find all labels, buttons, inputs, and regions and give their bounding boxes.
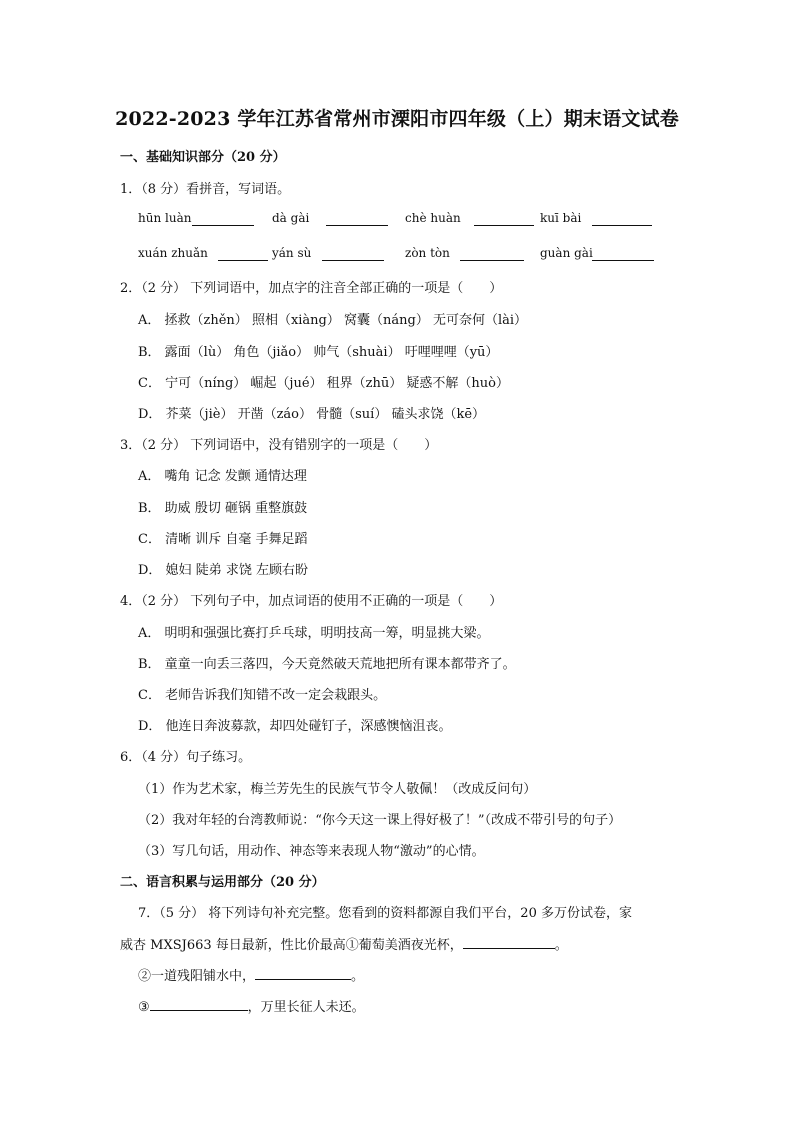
question-4-option-d: D． 他连日奔波募款，却四处碰钉子，深感懊恼沮丧。 [138,719,452,734]
question-3-option-a: A． 嘴角 记念 发颤 通情达理 [138,469,307,484]
poem-line-3: ，万里长征人未还。 [247,1000,365,1015]
question-4-option-a: A． 明明和强强比赛打乒乓球，明明技高一筹，明显挑大梁。 [138,626,490,641]
answer-blank[interactable] [460,260,524,261]
question-4-stem: 4．（2 分） 下列句子中，加点词语的使用不正确的一项是（ ） [120,594,503,609]
pinyin-2: dà gài [272,211,310,225]
section-2-heading: 二、语言积累与运用部分（20 分） [120,875,325,890]
question-3-option-c: C． 清晰 训斥 自毫 手舞足蹈 [138,532,308,547]
pinyin-7: zòn tòn [405,246,450,260]
pinyin-6: yán sù [272,246,312,260]
question-2-option-d: D． 芥菜（jiè） 开凿（záo） 骨髓（suí） 磕头求饶（kē） [138,407,486,422]
question-4-option-b: B． 童童一向丢三落四，今天竟然破天荒地把所有课本都带齐了。 [138,657,516,672]
pinyin-1: hūn luàn [138,211,192,225]
answer-blank[interactable] [463,936,555,949]
pinyin-5: xuán zhuǎn [138,246,208,260]
answer-blank[interactable] [326,225,388,226]
question-4-option-c: C． 老师告诉我们知错不改一定会栽跟头。 [138,688,387,703]
poem-line-2: ②一道残阳铺水中， [138,969,256,984]
punctuation: 。 [351,969,365,984]
question-2-option-c: C． 宁可（níng） 崛起（jué） 租界（zhū） 疑惑不解（huò） [138,376,509,391]
question-6-item-3: （3）写几句话，用动作、神态等来表现人物“激动”的心情。 [138,844,485,859]
watermark-text: 威杏 MXSJ663 每日最新，性比价最高 [120,938,346,953]
question-7-stem: 7．（5 分） 将下列诗句补充完整。您看到的资料都源自我们平台，20 多万份试卷，家 [138,906,632,921]
answer-blank[interactable] [255,967,351,980]
question-3-stem: 3．（2 分） 下列词语中，没有错别字的一项是（ ） [120,438,438,453]
question-2-option-b: B． 露面（lù） 角色（jiǎo） 帅气（shuài） 吁哩哩哩（yū） [138,345,499,360]
pinyin-4: kuī bài [540,211,582,225]
question-3-option-b: B． 助威 殷切 砸锅 重整旗鼓 [138,501,308,516]
exam-title: 2022-2023 学年江苏省常州市溧阳市四年级（上）期末语文试卷 [115,108,679,130]
question-6-stem: 6．（4 分）句子练习。 [120,750,252,765]
answer-blank[interactable] [218,260,268,261]
pinyin-3: chè huàn [405,211,461,225]
poem-line-1: ①葡萄美酒夜光杯， [345,938,463,953]
answer-blank[interactable] [192,225,254,226]
pinyin-8: guàn gài [540,246,593,260]
question-6-item-1: （1）作为艺术家，梅兰芳先生的民族气节令人敬佩！（改成反问句） [138,782,537,797]
question-3-option-d: D． 媳妇 陡弟 求饶 左顾右盼 [138,563,308,578]
question-7-line-2 [120,934,568,953]
punctuation: 。 [554,938,568,953]
answer-blank[interactable] [150,998,248,1011]
answer-blank[interactable] [592,260,654,261]
answer-blank[interactable] [592,225,652,226]
answer-blank[interactable] [322,260,384,261]
answer-blank[interactable] [474,225,534,226]
question-6-item-2: （2）我对年轻的台湾教师说：“你今天这一课上得好极了！”（改成不带引号的句子） [138,813,622,828]
question-1-stem: 1．（8 分）看拼音，写词语。 [120,182,291,197]
section-1-heading: 一、基础知识部分（20 分） [120,150,286,165]
question-7-line-3 [138,965,364,984]
poem-line-3-number: ③ [138,1000,150,1015]
question-2-option-a: A． 拯救（zhěn） 照相（xiàng） 窝囊（náng） 无可奈何（lài） [138,313,528,328]
question-7-line-4 [138,996,365,1015]
question-2-stem: 2．（2 分） 下列词语中，加点字的注音全部正确的一项是（ ） [120,281,503,296]
